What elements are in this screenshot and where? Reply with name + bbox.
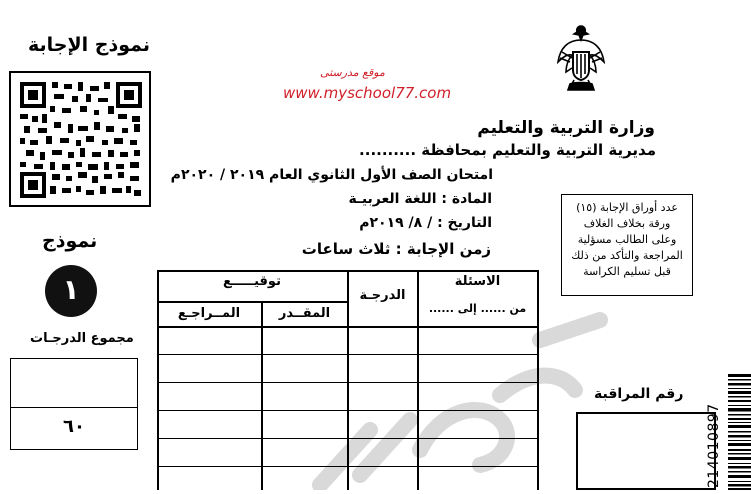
notice-line: وعلى الطالب مسؤلية <box>577 233 677 246</box>
notice-line: قبل تسليم الكراسة <box>583 265 671 278</box>
exam-title: امتحان الصف الأول الثانوي العام ٢٠١٩ / ٢٠٢٠م <box>170 167 493 183</box>
notice-box <box>561 194 693 296</box>
seat-number-label: رقم المراقبة <box>594 386 684 402</box>
notice-line: المراجعة والتأكد من ذلك <box>571 249 683 262</box>
model-number-badge: ١ <box>45 265 97 317</box>
questions-range: من ...... إلى ...... <box>428 302 527 315</box>
subject-line: المادة : اللغة العربيـة <box>348 191 492 207</box>
ministry-name: وزارة التربية والتعليم <box>477 118 655 138</box>
model-label: نموذج <box>42 230 98 252</box>
reviewer-header: المــراجـع <box>177 306 241 321</box>
questions-header: الاسئلة <box>454 274 501 289</box>
signature-header: توقيـــــع <box>223 274 281 289</box>
site-name: موقع مدرستى <box>320 66 385 79</box>
total-grades-value: ٦٠ <box>63 416 85 437</box>
estimator-header: المقــدر <box>278 306 331 321</box>
barcode-number: 214010897 <box>706 403 722 488</box>
grades-table <box>157 270 539 490</box>
answer-model-title: نموذج الإجابة <box>28 34 150 56</box>
notice-line: ورقة بخلاف الغلاف <box>583 217 671 230</box>
eagle-emblem-icon <box>556 22 606 104</box>
barcode <box>728 374 751 490</box>
site-url[interactable]: www.myschool77.com <box>283 84 452 102</box>
total-grades-label: مجموع الدرجـات <box>30 331 134 346</box>
date-line: التاريخ : / ٨/ ٢٠١٩م <box>359 215 492 231</box>
grade-header: الدرجـة <box>359 288 406 303</box>
qr-code <box>9 71 151 207</box>
duration-line: زمن الإجابة : ثلاث ساعات <box>301 240 491 258</box>
notice-line: عدد أوراق الإجابة (١٥) <box>576 201 678 214</box>
directorate-name: مديرية التربية والتعليم بمحافظة .......... <box>359 141 656 159</box>
seat-number-box[interactable] <box>576 412 716 490</box>
